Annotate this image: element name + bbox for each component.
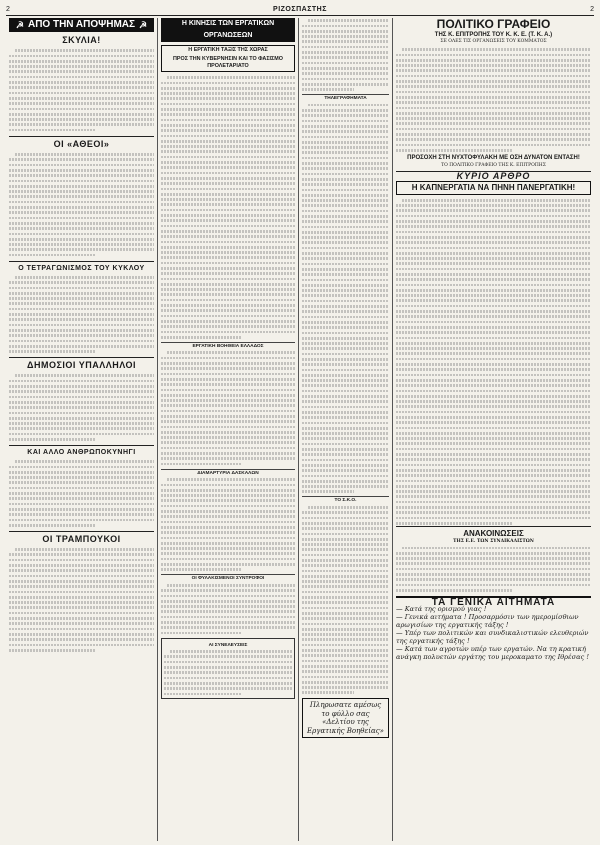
article-body bbox=[396, 198, 591, 526]
demand-item: — Υπέρ των πολιτικών και συνδικαλιστικών ελευθεριών της εργατικής τάξης ! bbox=[396, 629, 589, 646]
section-banner-title: ΑΠΟ ΤΗΝ ΑΠΟΨΗΜΑΣ bbox=[27, 19, 136, 30]
article-body bbox=[302, 505, 389, 696]
text-line bbox=[164, 691, 241, 696]
article-title: ΟΙ «ΑΘΕΟΙ» bbox=[9, 136, 154, 150]
column-politburo bbox=[393, 18, 594, 841]
text-line bbox=[302, 690, 354, 695]
article-body bbox=[9, 48, 154, 133]
demand-item: — Κατά των αγροτών υπέρ των εργατών. Να τη κρατική ανάγκη πολυετών εργάτης του μεροκαματο της Ιθρέσας ! bbox=[396, 645, 589, 662]
headline-box bbox=[161, 45, 295, 72]
section-banner bbox=[9, 18, 154, 32]
announcements-title: ΑΝΑΚΟΙΝΩΣΕΙΣ bbox=[396, 526, 591, 539]
demand-item: — Γενικά αιτήματα ! Προσαρμόσιν των ημερομίσθιων αρωγισίων της εργατικής τάξης ! bbox=[396, 613, 579, 630]
demands-title: ΤΑ ΓΕΝΙΚΑ ΑΙΤΗΜΑΤΑ bbox=[396, 596, 591, 605]
article-body bbox=[9, 373, 154, 442]
announcements-subtitle: ΤΗΣ Ε.Ε. ΤΩΝ ΣΥΝΔΙΚΑΛΙΣΤΩΝ bbox=[453, 538, 534, 544]
announcements-body bbox=[396, 545, 591, 593]
text-line bbox=[161, 630, 241, 635]
assemblies-box bbox=[161, 638, 295, 699]
text-line bbox=[9, 252, 96, 257]
box-body bbox=[164, 649, 292, 697]
article-subhead: ΕΡΓΑΤΙΚΗ ΒΟΗΘΕΙΑ ΕΛΛΑΔΟΣ bbox=[161, 342, 295, 349]
text-line bbox=[302, 87, 354, 92]
section-banner bbox=[161, 18, 295, 42]
article-body bbox=[302, 102, 389, 494]
signature: ΤΟ ΠΟΛΙΤΙΚΟ ΓΡΑΦΕΙΟ ΤΗΣ Κ. ΕΠΙΤΡΟΠΗΣ bbox=[441, 162, 546, 168]
text-line bbox=[9, 437, 96, 442]
headline-line: Η ΕΡΓΑΤΙΚΗ ΤΑΞΙΣ ΤΗΣ ΧΩΡΑΣ bbox=[188, 47, 268, 53]
hammer-sickle-icon: ☭ bbox=[15, 20, 24, 30]
text-line bbox=[9, 349, 96, 354]
headline-line: ΠΡΟΣ ΤΗΝ ΚΥΒΕΡΝΗΣΙΝ ΚΑΙ ΤΟ ΦΑΣΙΣΜΟ ΠΡΟΛΕΤΑΡΙΑΤΟ bbox=[173, 56, 283, 69]
text-line bbox=[9, 648, 96, 653]
text-line bbox=[161, 567, 241, 572]
hammer-sickle-icon-right: ☭ bbox=[139, 20, 148, 30]
article-body bbox=[161, 75, 295, 340]
article-body bbox=[161, 350, 295, 467]
article-body bbox=[9, 152, 154, 258]
text-line bbox=[9, 523, 96, 528]
headline-title: ΠΟΛΙΤΙΚΟ ΓΡΑΦΕΙΟ bbox=[436, 18, 551, 31]
text-line bbox=[9, 127, 96, 132]
article-subhead: ΤΟ Σ.Κ.Ο. bbox=[302, 496, 389, 503]
article-title: Ο ΤΕΤΡΑΓΩΝΙΣΜΟΣ ΤΟΥ ΚΥΚΛΟΥ bbox=[9, 261, 154, 273]
article-body bbox=[161, 477, 295, 572]
page-number-right: 2 bbox=[590, 6, 594, 13]
text-line bbox=[161, 461, 241, 466]
article-subhead: ΔΙΑΜΑΡΤΥΡΙΑ ΔΑΣΚΑΛΩΝ bbox=[161, 469, 295, 476]
editorial-title: Η ΚΑΠΝΕΡΓΑΤΙΑ ΝΑ ΠΗΝΗ ΠΑΝΕΡΓΑΤΙΚΗ! bbox=[396, 181, 591, 195]
column-workers-movement bbox=[158, 18, 299, 841]
text-line bbox=[396, 588, 513, 593]
article-body bbox=[9, 547, 154, 653]
call-to-action: ΠΡΟΣΟΧΗ ΣΤΗ ΝΥΧΤΟΦΥΛΑΚΗ ΜΕ ΟΣΗ ΔΥΝΑΤΟΝ ΕΝΤΑΣΗ! bbox=[407, 154, 580, 161]
text-line bbox=[161, 335, 241, 340]
headline-subtitle: ΤΗΣ Κ. ΕΠΙΤΡΟΠΗΣ ΤΟΥ Κ. Κ. Ε. (Τ. Κ. Α.) bbox=[434, 32, 553, 38]
editorial-label: ΚΥΡΙΟ ΑΡΘΡΟ bbox=[396, 171, 591, 179]
notice-box: Πληρωσατε αμέσως το φύλλο σας «Δελτίου της Εργατικής Βοηθείας» bbox=[302, 698, 389, 738]
article-title: ΚΑΙ ΑΛΛΟ ΑΝΘΡΩΠΟΚΥΝΗΓΙ bbox=[9, 445, 154, 457]
column-opinion bbox=[6, 18, 158, 841]
article-title: ΣΚΥΛΙΑ! bbox=[62, 35, 101, 45]
text-line bbox=[396, 521, 513, 526]
article-body bbox=[161, 583, 295, 636]
article-subhead: ΤΗΛΕΓΡΑΦΗΜΑΤΑ bbox=[302, 94, 389, 101]
article-subhead: ΟΙ ΦΥΛΑΚΙΣΜΕΝΟΙ ΣΥΝΤΡΟΦΟΙ bbox=[161, 574, 295, 581]
article-body bbox=[396, 47, 591, 153]
article-title: ΔΗΜΟΣΙΟΙ ΥΠΑΛΛΗΛΟΙ bbox=[9, 357, 154, 371]
article-body bbox=[9, 275, 154, 354]
text-line bbox=[302, 489, 354, 494]
section-banner-title: Η ΚΙΝΗΣΙΣ ΤΩΝ ΕΡΓΑΤΙΚΩΝ ΟΡΓΑΝΩΣΕΩΝ bbox=[181, 20, 275, 39]
paper-name: ΡΙΖΟΣΠΑΣΤΗΣ bbox=[273, 6, 327, 13]
text-line bbox=[396, 148, 513, 153]
article-body bbox=[9, 459, 154, 528]
box-title: ΑΙ ΣΥΝΕΛΕΥΣΕΙΣ bbox=[208, 642, 248, 648]
page-number: 2 bbox=[6, 6, 10, 13]
masthead bbox=[6, 4, 594, 16]
article-title: ΟΙ ΤΡΑΜΠΟΥΚΟΙ bbox=[9, 531, 154, 545]
article-body bbox=[302, 18, 389, 92]
headline-address: ΣΕ ΟΛΕΣ ΤΙΣ ΟΡΓΑΝΩΣΕΙΣ ΤΟΥ ΚΟΜΜΑΤΟΣ bbox=[440, 39, 547, 44]
column-telegrams bbox=[299, 18, 393, 841]
demand-item: — Κατά της ορισμού γιας ! bbox=[396, 605, 487, 614]
